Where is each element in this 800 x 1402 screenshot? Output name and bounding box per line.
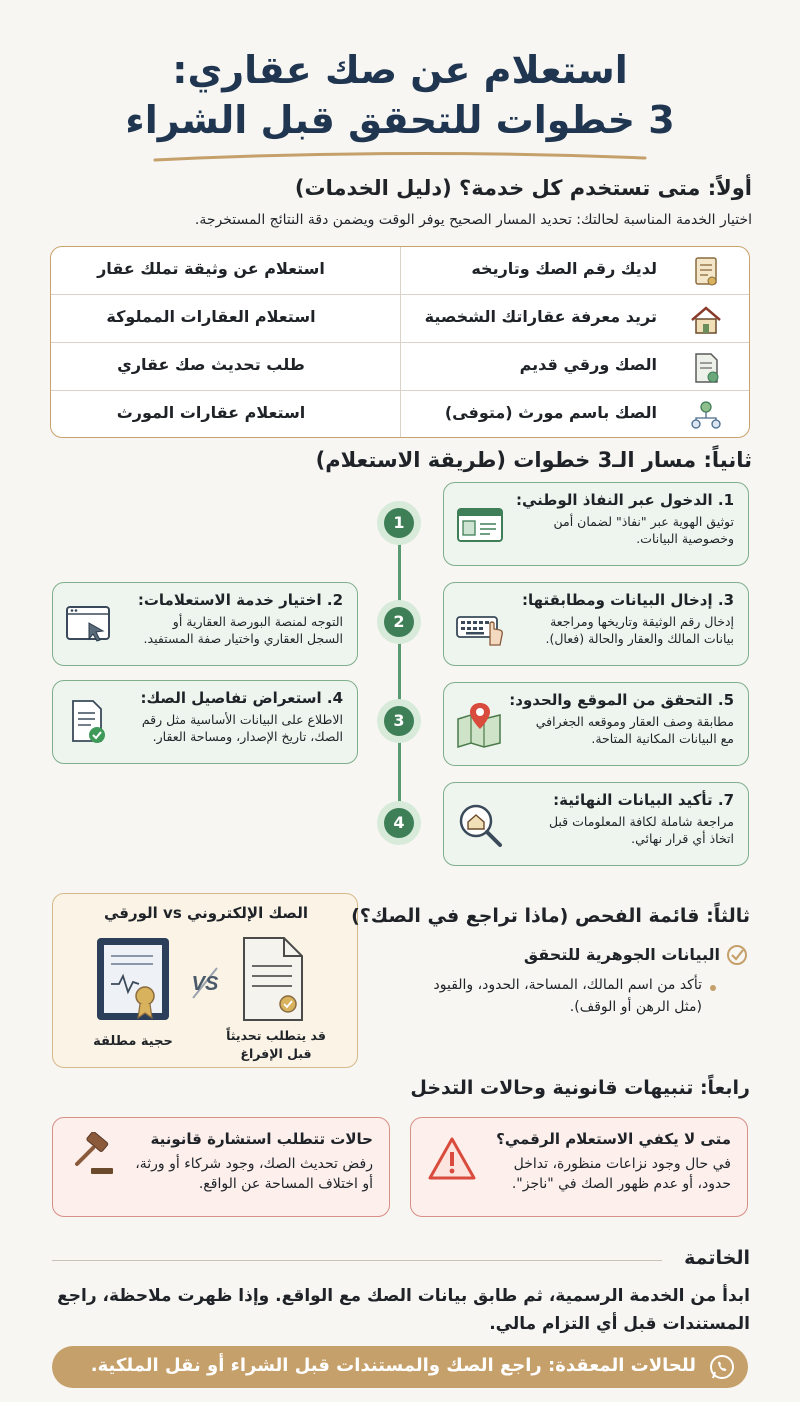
house-icon xyxy=(687,301,725,339)
section-services-title: أولاً: متى تستخدم كل خدمة؟ (دليل الخدمات) xyxy=(294,176,752,200)
step-heading: 7. تأكيد البيانات النهائية: xyxy=(553,791,734,809)
step-body: مراجعة شاملة لكافة المعلومات قبل اتخاذ أي قرار نهائي. xyxy=(548,814,734,846)
house-magnifier-icon xyxy=(454,799,506,851)
flow-line xyxy=(398,512,401,824)
check-circle-icon xyxy=(726,944,748,966)
flow-node-1 xyxy=(377,501,421,545)
alert-heading: متى لا يكفي الاستعلام الرقمي؟ xyxy=(496,1130,731,1148)
flow-node-number: 1 xyxy=(384,508,414,538)
paper-deed-caption-1: قد يتطلب تحديثاً xyxy=(226,1028,326,1043)
vs-badge xyxy=(185,966,225,1000)
step-heading: 3. إدخال البيانات ومطابقتها: xyxy=(521,591,734,609)
checklist-item-text: تأكد من اسم المالك، المساحة، الحدود، والقيود (مثل الرهن أو الوقف). xyxy=(433,977,702,1015)
title-underline xyxy=(150,150,650,164)
browser-cursor-icon xyxy=(63,599,115,651)
flow-node-number: 3 xyxy=(384,706,414,736)
service-label: استعلام عقارات المورث xyxy=(116,403,306,422)
closing-title: الخاتمة xyxy=(684,1247,750,1269)
table-row xyxy=(51,247,750,295)
flow-node-number: 4 xyxy=(384,808,414,838)
step-card-4 xyxy=(52,680,358,764)
table-row xyxy=(51,295,750,343)
bullet-dot xyxy=(710,985,716,991)
closing-divider xyxy=(52,1260,662,1261)
deed-scroll-icon xyxy=(687,253,725,291)
electronic-deed-caption: حجية مطلقة xyxy=(93,1034,173,1049)
case-label: الصك ورقي قديم xyxy=(519,355,657,374)
page-title-line-2: 3 خطوات للتحقق قبل الشراء xyxy=(125,98,675,142)
service-label: طلب تحديث صك عقاري xyxy=(117,355,305,374)
comparison-title: الصك الإلكتروني vs الورقي xyxy=(104,904,308,922)
step-card-2 xyxy=(52,582,358,666)
step-card-7 xyxy=(443,782,749,866)
family-tree-icon xyxy=(687,397,725,435)
paper-deed-icon xyxy=(238,934,308,1024)
id-card-icon xyxy=(454,499,506,551)
step-body: الاطلاع على البيانات الأساسية مثل رقم الصك، تاريخ الإصدار، ومساحة العقار. xyxy=(141,712,343,744)
case-label: تريد معرفة عقاراتك الشخصية xyxy=(424,307,657,326)
closing-body: ابدأ من الخدمة الرسمية، ثم طابق بيانات الصك مع الواقع. وإذا ظهرت ملاحظة، راجع المستندات قبل أي التزام مالي. xyxy=(57,1286,750,1334)
vs-text: VS xyxy=(191,973,219,995)
step-body: توثيق الهوية عبر "نفاذ" لضمان أمن وخصوصية البيانات. xyxy=(553,514,734,546)
step-heading: 5. التحقق من الموقع والحدود: xyxy=(509,691,734,709)
gavel-icon xyxy=(67,1132,117,1178)
section-alerts-title: رابعاً: تنبيهات قانونية وحالات التدخل xyxy=(410,1077,750,1099)
section-services-subtitle: اختيار الخدمة المناسبة لحالتك: تحديد المسار الصحيح يوفر الوقت ويضمن دقة النتائج المستخرجة. xyxy=(194,212,752,228)
table-row xyxy=(51,391,750,438)
step-card-3 xyxy=(443,582,749,666)
alert-card-digital xyxy=(410,1117,748,1217)
section-steps-title: ثانياً: مسار الـ3 خطوات (طريقة الاستعلام) xyxy=(315,448,752,472)
flow-node-number: 2 xyxy=(384,607,414,637)
step-card-5 xyxy=(443,682,749,766)
paper-document-icon xyxy=(687,349,725,387)
paper-deed-caption-2: قبل الإفراغ xyxy=(240,1046,312,1061)
step-card-1 xyxy=(443,482,749,566)
step-body: التوجه لمنصة البورصة العقارية أو السجل العقاري واختيار صفة المستفيد. xyxy=(143,614,343,646)
case-label: لديك رقم الصك وتاريخه xyxy=(471,259,657,278)
step-heading: 4. استعراض تفاصيل الصك: xyxy=(140,689,343,707)
map-pin-icon xyxy=(454,699,506,751)
comparison-card xyxy=(52,893,358,1068)
table-row xyxy=(51,343,750,391)
alert-body: في حال وجود نزاعات منظورة، تداخل حدود، أو عدم ظهور الصك في "ناجز". xyxy=(511,1156,731,1192)
case-label: الصك باسم مورث (متوفى) xyxy=(444,403,657,422)
step-body: إدخال رقم الوثيقة وتاريخها ومراجعة بيانات المالك والعقار والحالة (فعال). xyxy=(545,614,734,646)
alert-body: رفض تحديث الصك، وجود شركاء أو ورثة، أو اختلاف المساحة عن الواقع. xyxy=(135,1156,373,1192)
page-title-line-1: استعلام عن صك عقاري: xyxy=(172,48,628,92)
keyboard-hand-icon xyxy=(454,599,506,651)
cta-text: للحالات المعقدة: راجع الصك والمستندات قبل الشراء أو نقل الملكية. xyxy=(90,1355,696,1376)
service-label: استعلام العقارات المملوكة xyxy=(106,307,316,326)
services-table xyxy=(50,246,750,438)
flow-node-4 xyxy=(377,801,421,845)
cta-banner[interactable] xyxy=(52,1346,748,1388)
checklist-item-title: البيانات الجوهرية للتحقق xyxy=(523,945,720,964)
alert-card-legal xyxy=(52,1117,390,1217)
step-body: مطابقة وصف العقار وموقعه الجغرافي مع البيانات المكانية المتاحة. xyxy=(535,714,734,746)
document-check-icon xyxy=(63,697,115,749)
flow-node-2 xyxy=(377,600,421,644)
alert-heading: حالات تتطلب استشارة قانونية xyxy=(150,1130,373,1148)
service-label: استعلام عن وثيقة تملك عقار xyxy=(97,259,325,278)
electronic-deed-icon xyxy=(93,934,173,1026)
step-heading: 1. الدخول عبر النفاذ الوطني: xyxy=(515,491,734,509)
warning-icon xyxy=(427,1136,477,1182)
step-heading: 2. اختيار خدمة الاستعلامات: xyxy=(137,591,343,609)
flow-node-3 xyxy=(377,699,421,743)
section-checklist-title: ثالثاً: قائمة الفحص (ماذا تراجع في الصك؟) xyxy=(351,905,750,927)
whatsapp-icon xyxy=(708,1353,736,1381)
